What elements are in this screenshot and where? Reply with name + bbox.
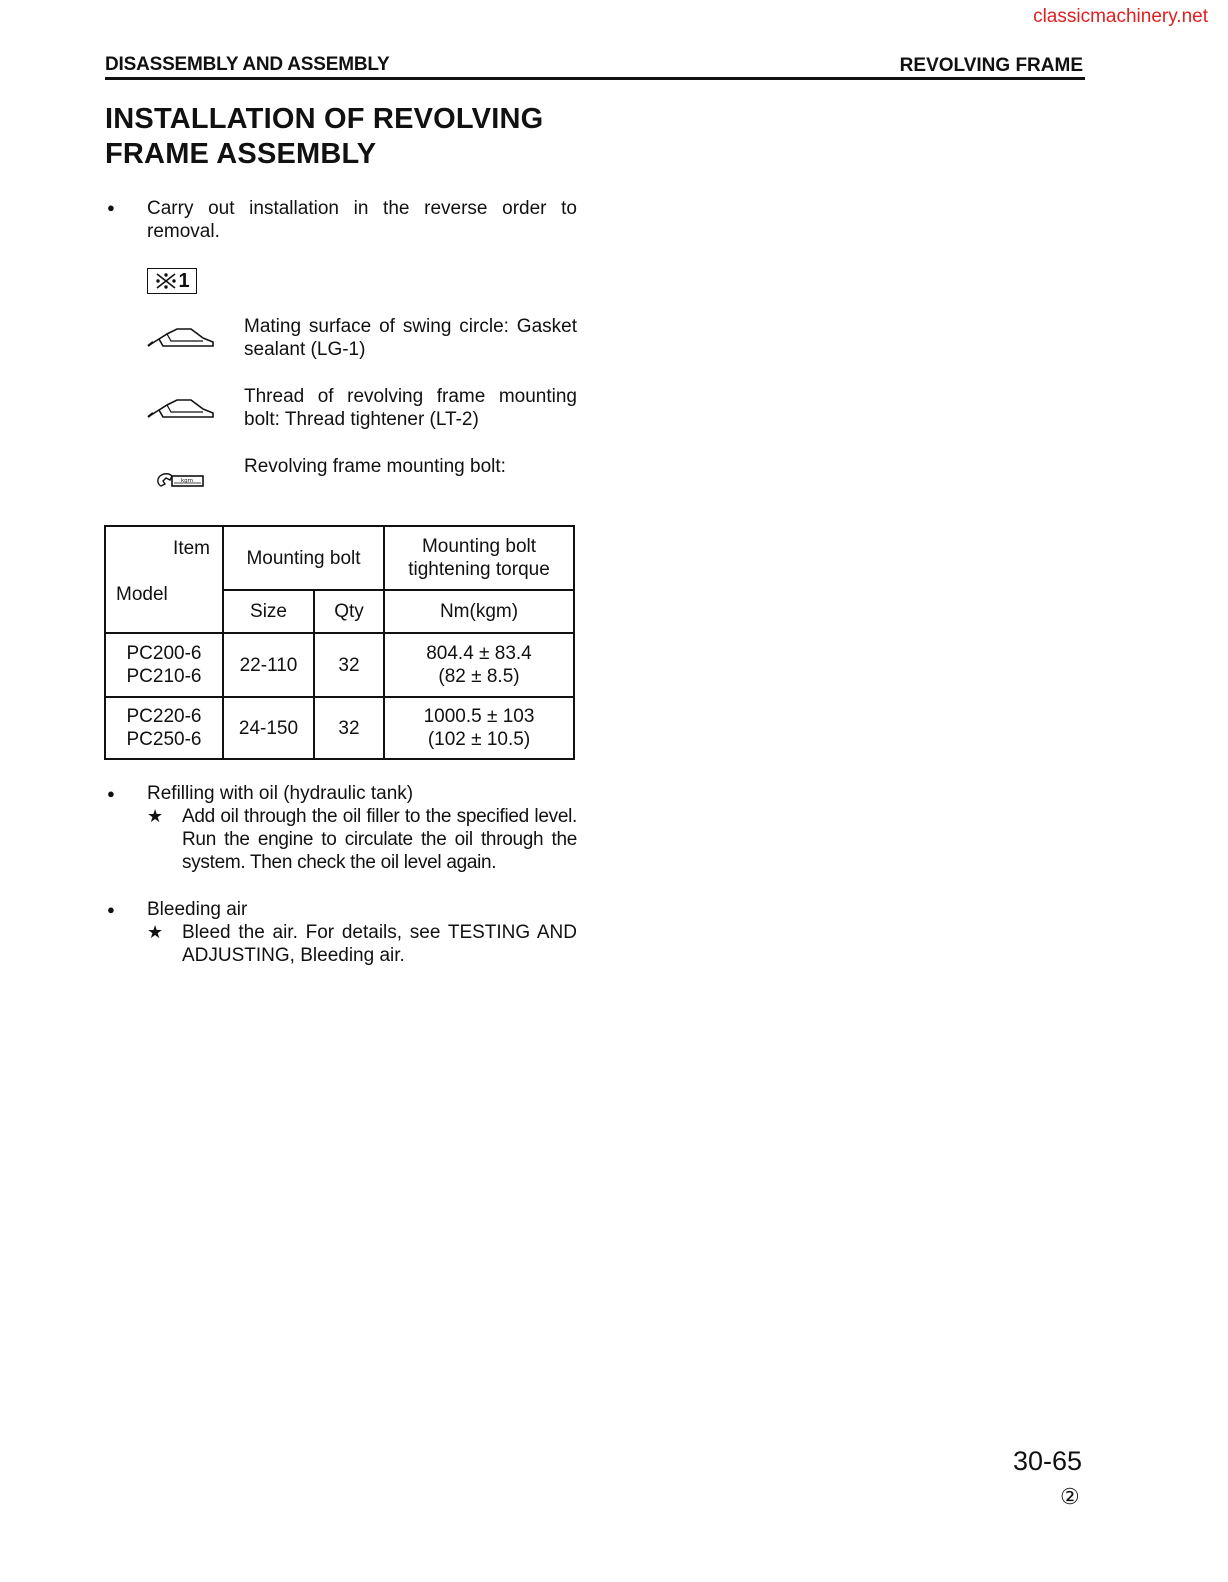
table-corner-cell — [105, 526, 223, 633]
page-title-line-2: FRAME ASSEMBLY — [105, 138, 377, 170]
table-header-item: Item — [173, 538, 210, 559]
model-name: PC200-6 — [126, 643, 202, 664]
bleed-heading: Bleeding air — [147, 899, 248, 920]
instruction-text: Revolving frame mounting bolt: — [244, 456, 506, 477]
table-header-torque-line-1: Mounting bolt — [421, 536, 537, 557]
model-name: PC220-6 — [126, 706, 202, 727]
torque-nm: 804.4 ± 83.4 — [426, 643, 532, 664]
instruction-text: Mating surface of swing circle: Gasket sealant (LG-1) — [244, 316, 577, 360]
watermark-link[interactable]: classicmachinery.net — [1033, 6, 1208, 27]
table-header-torque-line-2: tightening torque — [408, 559, 550, 580]
table-row — [105, 697, 574, 759]
table-header-bolt: Mounting bolt — [223, 526, 384, 590]
torque-nm: 1000.5 ± 103 — [423, 706, 535, 727]
model-name: PC250-6 — [126, 729, 202, 750]
table-subheader-qty: Qty — [314, 590, 384, 633]
reference-mark — [147, 268, 197, 294]
header-topic: REVOLVING FRAME — [899, 55, 1083, 76]
reference-asterisk-icon — [154, 271, 178, 291]
table-header-model: Model — [116, 584, 168, 605]
table-cell-qty: 32 — [314, 633, 384, 697]
star-icon: ★ — [147, 806, 164, 826]
table-cell-model — [105, 633, 223, 697]
bleed-note: Bleed the air. For details, see TESTING AND ADJUSTING, Bleeding air. — [182, 922, 577, 966]
thread-tightener-icon — [147, 393, 215, 421]
page-title — [105, 102, 543, 172]
page-title-line-1: INSTALLATION OF REVOLVING — [105, 103, 544, 135]
torque-table — [104, 525, 575, 760]
reference-number: 1 — [178, 269, 190, 292]
model-name: PC210-6 — [126, 666, 202, 687]
refill-heading: Refilling with oil (hydraulic tank) — [147, 783, 414, 804]
header-section: DISASSEMBLY AND ASSEMBLY — [105, 54, 390, 75]
header-rule — [105, 77, 1085, 80]
bullet-icon: ● — [107, 786, 115, 801]
table-cell-torque — [384, 697, 574, 759]
table-cell-qty: 32 — [314, 697, 384, 759]
table-subheader-size: Size — [223, 590, 314, 633]
table-cell-torque — [384, 633, 574, 697]
page-number: 30-65 — [1013, 1446, 1083, 1476]
torque-unit-label: kgm — [180, 478, 194, 484]
intro-text: Carry out installation in the reverse order to removal. — [147, 198, 577, 242]
table-row — [105, 633, 574, 697]
table-cell-model — [105, 697, 223, 759]
torque-kgm: (102 ± 10.5) — [427, 729, 531, 750]
revision-mark: ② — [1060, 1484, 1080, 1509]
table-cell-size: 24-150 — [223, 697, 314, 759]
refill-note: Add oil through the oil filler to the specified level. Run the engine to circulate the oil through the system. Then check the oil level again. — [182, 806, 577, 873]
star-icon: ★ — [147, 922, 164, 942]
bullet-icon: ● — [107, 902, 115, 917]
table-header-torque — [384, 526, 574, 590]
table-cell-size: 22-110 — [223, 633, 314, 697]
torque-kgm: (82 ± 8.5) — [438, 666, 520, 687]
torque-wrench-icon — [156, 470, 206, 490]
sealant-icon — [147, 322, 215, 350]
instruction-text: Thread of revolving frame mounting bolt: Thread tightener (LT-2) — [244, 386, 577, 430]
bullet-icon: ● — [107, 200, 115, 215]
table-subheader-unit: Nm(kgm) — [384, 590, 574, 633]
